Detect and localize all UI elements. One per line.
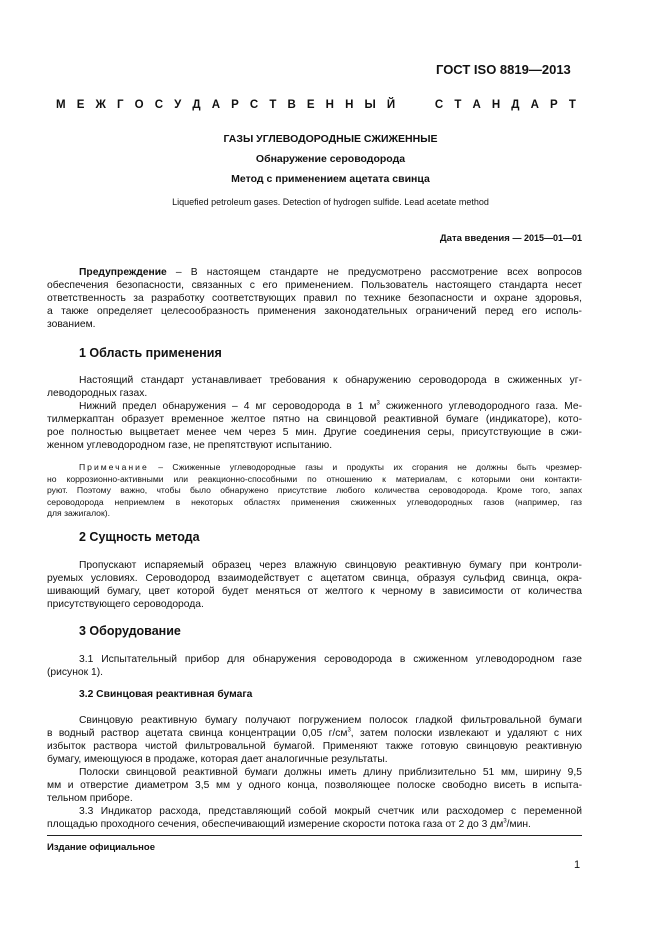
interstate-letter: О [134, 99, 144, 111]
warning-lead: Предупреждение [79, 267, 167, 278]
interstate-letter: С [154, 99, 164, 111]
interstate-letter: Р [550, 99, 558, 111]
note-label: Примечание [79, 462, 149, 472]
interstate-standard-banner [56, 99, 576, 111]
interstate-letter: А [211, 99, 221, 111]
interstate-letter: У [174, 99, 182, 111]
interstate-letter [406, 99, 409, 111]
text-line: 3.1 Испытательный прибор для обнаружения сероводорода в сжиженном углеводородном газе [79, 654, 582, 665]
interstate-letter: Д [511, 99, 520, 111]
text-line: руемых условиях. Сероводород взаимодействует с ацетатом свинца, образуя сульфид свинца, окра- [47, 573, 582, 584]
text-line: рое полностью выцветает менее чем через 5 мин. Другие соединения серы, присутствующие в сжи- [47, 427, 582, 438]
interstate-letter: А [530, 99, 539, 111]
text-line: Пропускают испаряемый образец через влажную свинцовую реактивную бумагу при контроли- [79, 560, 582, 571]
title-line-1: ГАЗЫ УГЛЕВОДОРОДНЫЕ СЖИЖЕННЫЕ [223, 133, 438, 145]
note-line: но коррозионно-активными или реакционно-способными по отношению к материалам, с которыми они контакти- [47, 473, 582, 484]
text-line: леводородных газах. [47, 388, 148, 399]
section-2-paragraph [47, 559, 582, 611]
text-line: 3.3 Индикатор расхода, представляющий собой мокрый счетчик или расходомер с переменной [79, 806, 582, 817]
interstate-letter: Г [117, 99, 124, 111]
note-line: для зажигалок). [47, 508, 110, 519]
interstate-letter: Н [491, 99, 501, 111]
interstate-letter: В [287, 99, 296, 111]
footer-divider [47, 835, 582, 836]
text-line: женном углеводородном газе, не препятствуют испытанию. [47, 440, 333, 451]
interstate-letter [421, 99, 424, 111]
note-line: Примечание – Сжиженные углеводородные газы и продукты их сгорания не должны быть чрезмер- [79, 462, 582, 472]
interstate-letter: Е [306, 99, 315, 111]
interstate-letter: С [249, 99, 259, 111]
warning-line: ответственность за разработку соответствующих правил по технике безопасности и охране здоровья, [47, 293, 582, 304]
section-3-2-heading: 3.2 Свинцовая реактивная бумага [79, 689, 253, 700]
interstate-letter: Ы [364, 99, 376, 111]
section-3-1-paragraph [47, 653, 582, 679]
text-line: тельном приборе. [47, 793, 133, 804]
interstate-letter: С [434, 99, 444, 111]
section-1-paragraph [47, 374, 582, 452]
text-line: тилмеркаптан образует временное желтое пятно на свинцовой реактивной бумаге (индикаторе), кото- [47, 414, 582, 425]
interstate-letter: Ж [95, 99, 106, 111]
section-2-heading: 2 Сущность метода [79, 530, 200, 544]
text-line: присутствующего сероводорода. [47, 599, 204, 610]
interstate-letter: М [56, 99, 66, 111]
section-1-heading: 1 Область применения [79, 346, 222, 360]
text-line: Настоящий стандарт устанавливает требования к обнаружению сероводорода в сжиженных уг- [79, 375, 582, 386]
introduction-date [320, 233, 582, 244]
introduction-date-label: Дата введения [439, 233, 510, 244]
warning-line: Предупреждение – В настоящем стандарте не предусмотрено рассмотрение всех вопросов [79, 267, 582, 278]
warning-line: а также определяет целесообразность применения законодательных ограничений перед его исполь- [47, 306, 582, 317]
section-1-note [47, 462, 582, 520]
text-line: площадью проходного сечения, обеспечивающий измерение скорости потока газа от 2 до 3 $дм^3$/мин. [47, 818, 531, 830]
standard-number: ГОСТ ISO 8819—2013 [436, 62, 571, 77]
text-line: Полоски свинцовой реактивной бумаги должны иметь длину приблизительно 51 мм, ширину 9,5 [79, 767, 582, 778]
text-line: мм и отверстие диаметром 3,5 мм у одного конца, позволяющее полоске свободно висеть в испыта- [47, 780, 582, 791]
interstate-letter: Р [231, 99, 239, 111]
warning-line: обеспечения безопасности, связанных с его применением. Пользователь настоящего стандарта несет [47, 280, 582, 291]
interstate-letter: А [472, 99, 481, 111]
text-line: Нижний предел обнаружения – 4 мг сероводорода в 1 $м^3$ сжиженного углеводородного газа. Ме- [79, 400, 583, 412]
interstate-letter: Й [386, 99, 396, 111]
note-line: руют. Поэтому важно, чтобы было обнаружено присутствие любого количества сероводорода. Кроме того, запах [47, 485, 582, 496]
text-line: избыток раствора чистой фильтровальной бумагой. Применяют также готовую свинцовую реактивную [47, 741, 582, 752]
interstate-letter: Т [269, 99, 277, 111]
interstate-letter: Т [454, 99, 462, 111]
page-number: 1 [574, 859, 581, 871]
text-line: (рисунок 1). [47, 667, 103, 678]
note-line: сероводорода неприемлем в некоторых областях применения сжиженных углеводородных газов (например, газ [47, 496, 582, 507]
title-line-3: Метод с применением ацетата свинца [231, 173, 430, 185]
section-3-2-paragraph [47, 714, 582, 831]
title-line-2: Обнаружение сероводорода [255, 153, 406, 165]
interstate-letter: Д [192, 99, 201, 111]
interstate-letter: Н [345, 99, 354, 111]
warning-line: зованием. [47, 319, 96, 330]
interstate-letter: Н [325, 99, 334, 111]
introduction-date-value: — 2015—01—01 [512, 233, 582, 243]
text-line: бумагу, имеющуюся в продаже, которая дает аналогичные результаты. [47, 754, 388, 765]
english-title: Liquefied petroleum gases. Detection of hydrogen sulfide. Lead acetate method [172, 197, 489, 207]
text-line: шивающий бумагу, цвет которой будет меняться от желтого к черному в зависимости от количества [47, 586, 582, 597]
official-edition-label: Издание официальное [47, 842, 155, 853]
text-line: в водный раствор ацетата свинца концентрации 0,05 $г/см^3$, затем полоски извлекают и удаляют с них [47, 727, 582, 739]
warning-paragraph [47, 266, 582, 331]
interstate-letter: Е [76, 99, 85, 111]
text-line: Свинцовую реактивную бумагу получают погружением полосок гладкой фильтровальной бумаги [79, 715, 582, 726]
interstate-letter: Т [568, 99, 576, 111]
section-3-heading: 3 Оборудование [79, 624, 181, 638]
